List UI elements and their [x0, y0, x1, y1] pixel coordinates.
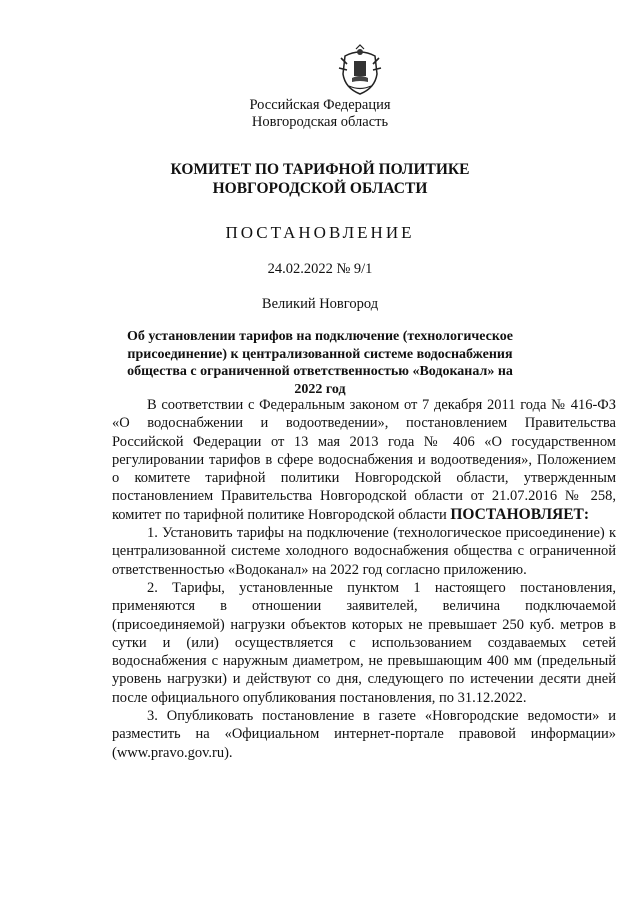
country-header [0, 97, 640, 131]
decree-item-3: 3. Опубликовать постановление в газете «Новгородские ведомости» и разместить на «Официальном интернет-портале правовой информации» (www.pravo.gov.ru). [112, 708, 616, 761]
region-name: Новгородская область [251, 114, 389, 130]
preamble-text: В соответствии с Федеральным законом от 7 декабря 2011 года № 416-ФЗ «О водоснабжении и водоотведении», постановлением Правительства Российской Федерации от 13 мая 2013 года № 406 «О государственном регулировании тарифов в сфере водоснабжения и водоотведения», Положением о комитете тарифной политики Новгородской области, утвержденным постановлением Правительства Новгородской области от 21.07.2016 № 258, комитет по тарифной политике Новгородской области [112, 397, 616, 523]
document-date-number: 24.02.2022 № 9/1 [267, 261, 373, 277]
document-body [112, 396, 616, 762]
coat-of-arms-icon [335, 44, 385, 96]
preamble-paragraph [112, 396, 616, 524]
country-name: Российская Федерация [249, 97, 391, 113]
document-type: ПОСТАНОВЛЕНИЕ [225, 223, 415, 242]
document-subject: Об установлении тарифов на подключение (технологическое присоединение) к централизованной системе водоснабжения общества с ограниченной ответственностью «Водоканал» на 2022 год [127, 329, 513, 397]
committee-title: КОМИТЕТ ПО ТАРИФНОЙ ПОЛИТИКЕ НОВГОРОДСКОЙ ОБЛАСТИ [170, 161, 470, 197]
decree-item-2: 2. Тарифы, установленные пунктом 1 настоящего постановления, применяются в отношении заявителей, величина подключаемой (присоединяемой) нагрузки объектов которых не превышает 250 куб. метров в сутки и (или) осуществляется с использованием создаваемых сетей водоснабжения с наружным диаметром, не превышающим 400 мм (предельный уровень нагрузки) и действуют со дня, следующего по истечении десяти дней после официального опубликования постановления, по 31.12.2022. [112, 579, 616, 706]
decree-word: ПОСТАНОВЛЯЕТ: [450, 505, 590, 523]
decree-item-1: 1. Установить тарифы на подключение (технологическое присоединение) к централизованной системе холодного водоснабжения общества с ограниченной ответственностью «Водоканал» на 2022 год согласно приложению. [112, 525, 616, 578]
document-city: Великий Новгород [261, 296, 379, 312]
